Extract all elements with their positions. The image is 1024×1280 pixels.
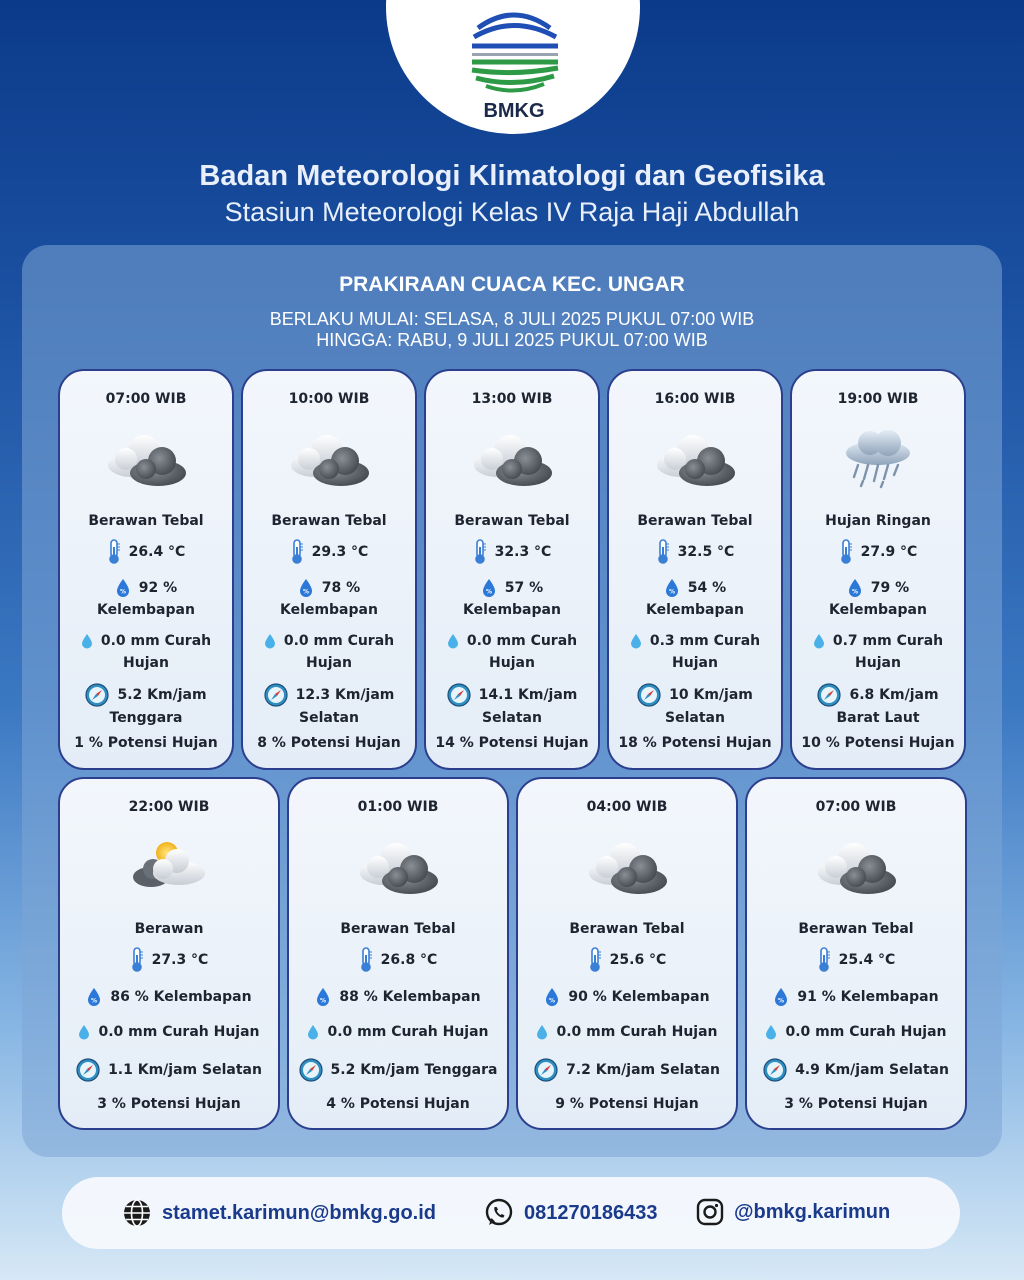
rainfall-row [798,630,958,674]
rain-drop-icon [307,1024,319,1040]
rainfall-label: Hujan [672,655,718,671]
rain-potential-text: 3 % Potensi Hujan [97,1096,241,1112]
rain-potential-text: 4 % Potensi Hujan [326,1096,470,1112]
rain-potential [295,1096,501,1112]
wind-row [295,1058,501,1082]
weather-condition: Berawan Tebal [340,921,456,937]
temperature-row [615,539,775,565]
temperature-value: 32.3 °C [494,544,552,560]
weather-condition: Berawan Tebal [569,921,685,937]
rain-potential-text: 8 % Potensi Hujan [257,735,401,751]
wind-value: 7.2 Km/jam Selatan [566,1062,720,1078]
forecast-time: 04:00 WIB [586,799,668,815]
humidity-value: 79 % [870,580,910,596]
forecast-time: 13:00 WIB [471,391,553,407]
svg-text:%: % [119,588,126,596]
compass-icon [76,1058,100,1082]
thermometer-icon [107,539,121,565]
thermometer-icon [473,539,487,565]
humidity-value: 91 % Kelembapan [797,989,939,1005]
humidity-row [295,987,501,1007]
rain-drop-icon [813,633,825,649]
compass-icon [534,1058,558,1082]
svg-text:%: % [668,588,675,596]
wind-direction: Selatan [482,710,542,726]
whatsapp-icon [484,1198,514,1228]
compass-icon [299,1058,323,1082]
rainfall-row [249,630,409,674]
thermometer-icon [130,947,144,973]
rainfall-value: 0.7 mm Curah [832,633,944,649]
forecast-card [241,369,417,770]
wind-speed: 10 Km/jam [669,687,753,703]
partly-cloudy-icon [127,837,211,897]
rainfall-value: 0.0 mm Curah Hujan [556,1024,718,1040]
temperature-value: 25.4 °C [838,952,896,968]
forecast-time: 07:00 WIB [815,799,897,815]
humidity-row [753,987,959,1007]
temperature-row [432,539,592,565]
thermometer-icon [656,539,670,565]
rainfall-row [432,630,592,674]
forecast-title: PRAKIRAAN CUACA KEC. UNGAR [339,273,685,296]
rainfall-label: Hujan [489,655,535,671]
rainfall-row [66,630,226,674]
compass-icon [817,683,841,707]
forecast-card [58,369,234,770]
weather-condition: Hujan Ringan [825,513,931,529]
weather-condition: Berawan Tebal [637,513,753,529]
valid-until: HINGGA: RABU, 9 JULI 2025 PUKUL 07:00 WIB [316,330,708,350]
rainfall-row [66,1024,272,1040]
email-text: stamet.karimun@bmkg.go.id [162,1201,436,1224]
rainfall-row [295,1024,501,1040]
temperature-row [295,947,501,973]
rain-potential [615,735,775,751]
weather-condition: Berawan Tebal [798,921,914,937]
svg-text:%: % [485,588,492,596]
rain-potential [432,735,592,751]
temperature-value: 32.5 °C [677,544,735,560]
rain-drop-icon [264,633,276,649]
compass-icon [763,1058,787,1082]
temperature-value: 29.3 °C [311,544,369,560]
compass-icon [637,683,661,707]
wind-row [66,683,226,729]
rainfall-label: Hujan [123,655,169,671]
svg-text:%: % [549,997,556,1005]
rainfall-row [753,1024,959,1040]
footer-instagram[interactable] [696,1198,890,1226]
overcast-icon [356,837,440,897]
temperature-row [798,539,958,565]
thermometer-icon [839,539,853,565]
thermometer-icon [588,947,602,973]
thermometer-icon [817,947,831,973]
wind-speed: 12.3 Km/jam [295,687,395,703]
forecast-time: 16:00 WIB [654,391,736,407]
wind-row [432,683,592,729]
humidity-drop-icon [544,987,560,1007]
humidity-row [66,987,272,1007]
rain-drop-icon [765,1024,777,1040]
temperature-row [249,539,409,565]
humidity-drop-icon [664,578,680,598]
rainfall-value: 0.0 mm Curah Hujan [785,1024,947,1040]
rainfall-label: Hujan [855,655,901,671]
temperature-row [66,539,226,565]
wind-direction: Barat Laut [836,710,920,726]
rain-potential [66,735,226,751]
temperature-value: 27.3 °C [151,952,209,968]
weather-condition: Berawan [134,921,204,937]
forecast-card [790,369,966,770]
wind-row [249,683,409,729]
humidity-drop-icon [847,578,863,598]
humidity-drop-icon [298,578,314,598]
rain-drop-icon [81,633,93,649]
humidity-value: 57 % [504,580,544,596]
forecast-time: 01:00 WIB [357,799,439,815]
weather-condition: Berawan Tebal [271,513,387,529]
compass-icon [264,683,288,707]
logo-text: BMKG [483,100,545,122]
valid-from: BERLAKU MULAI: SELASA, 8 JULI 2025 PUKUL 07:00 WIB [269,309,755,329]
overcast-icon [653,429,737,489]
overcast-icon [470,429,554,489]
wind-row [798,683,958,729]
forecast-time: 19:00 WIB [837,391,919,407]
rainfall-value: 0.0 mm Curah Hujan [98,1024,260,1040]
humidity-label: Kelembapan [829,602,927,618]
svg-text:%: % [302,588,309,596]
wind-speed: 6.8 Km/jam [849,687,939,703]
bmkg-emblem-icon [464,4,564,100]
temperature-value: 26.8 °C [380,952,438,968]
forecast-card [745,777,967,1130]
wind-speed: 14.1 Km/jam [478,687,578,703]
rain-potential-text: 14 % Potensi Hujan [435,735,589,751]
temperature-value: 27.9 °C [860,544,918,560]
instagram-icon [696,1198,724,1226]
wind-row [615,683,775,729]
temperature-value: 25.6 °C [609,952,667,968]
overcast-icon [814,837,898,897]
humidity-drop-icon [86,987,102,1007]
rainfall-value: 0.0 mm Curah [283,633,395,649]
forecast-card [287,777,509,1130]
phone-text: 081270186433 [524,1201,658,1224]
station-name: Stasiun Meteorologi Kelas IV Raja Haji Abdullah [224,197,800,227]
rainfall-value: 0.0 mm Curah Hujan [327,1024,489,1040]
rainfall-value: 0.0 mm Curah [466,633,578,649]
svg-text:%: % [778,997,785,1005]
globe-icon [122,1198,152,1228]
weather-condition: Berawan Tebal [454,513,570,529]
rain-drop-icon [78,1024,90,1040]
wind-value: 1.1 Km/jam Selatan [108,1062,262,1078]
temperature-value: 26.4 °C [128,544,186,560]
rain-drop-icon [630,633,642,649]
rain-drop-icon [447,633,459,649]
wind-speed: 5.2 Km/jam [117,687,207,703]
svg-text:%: % [851,588,858,596]
compass-icon [447,683,471,707]
rainfall-row [615,630,775,674]
forecast-card [516,777,738,1130]
humidity-label: Kelembapan [97,602,195,618]
forecast-time: 07:00 WIB [105,391,187,407]
forecast-time: 22:00 WIB [128,799,210,815]
temperature-row [524,947,730,973]
humidity-row [249,577,409,621]
wind-value: 4.9 Km/jam Selatan [795,1062,949,1078]
svg-text:%: % [320,997,327,1005]
footer-email[interactable] [122,1198,436,1228]
thermometer-icon [290,539,304,565]
forecast-card [607,369,783,770]
rain-potential-text: 1 % Potensi Hujan [74,735,218,751]
overcast-icon [104,429,188,489]
temperature-row [753,947,959,973]
humidity-label: Kelembapan [280,602,378,618]
thermometer-icon [359,947,373,973]
wind-direction: Tenggara [109,710,183,726]
rain-potential [753,1096,959,1112]
forecast-time: 10:00 WIB [288,391,370,407]
rain-potential [66,1096,272,1112]
compass-icon [85,683,109,707]
wind-direction: Selatan [665,710,725,726]
humidity-value: 54 % [687,580,727,596]
rain-potential-text: 10 % Potensi Hujan [801,735,955,751]
rainfall-value: 0.3 mm Curah [649,633,761,649]
humidity-value: 92 % [138,580,178,596]
rain-drop-icon [536,1024,548,1040]
humidity-row [615,577,775,621]
wind-row [66,1058,272,1082]
humidity-drop-icon [115,578,131,598]
humidity-row [432,577,592,621]
humidity-value: 86 % Kelembapan [110,989,252,1005]
bmkg-logo [464,4,564,130]
rain-potential [524,1096,730,1112]
rain-potential-text: 3 % Potensi Hujan [784,1096,928,1112]
wind-row [753,1058,959,1082]
rainfall-value: 0.0 mm Curah [100,633,212,649]
rainfall-row [524,1024,730,1040]
overcast-icon [585,837,669,897]
wind-row [524,1058,730,1082]
agency-title: Badan Meteorologi Klimatologi dan Geofisika [199,160,825,192]
temperature-row [66,947,272,973]
humidity-value: 90 % Kelembapan [568,989,710,1005]
rainfall-label: Hujan [306,655,352,671]
humidity-value: 78 % [321,580,361,596]
humidity-row [798,577,958,621]
rain-potential [798,735,958,751]
forecast-card [424,369,600,770]
humidity-row [66,577,226,621]
humidity-row [524,987,730,1007]
overcast-icon [287,429,371,489]
humidity-drop-icon [315,987,331,1007]
humidity-label: Kelembapan [463,602,561,618]
rain-potential-text: 18 % Potensi Hujan [618,735,772,751]
humidity-drop-icon [773,987,789,1007]
footer-phone[interactable] [484,1198,657,1228]
weather-condition: Berawan Tebal [88,513,204,529]
humidity-value: 88 % Kelembapan [339,989,481,1005]
wind-value: 5.2 Km/jam Tenggara [330,1062,498,1078]
wind-direction: Selatan [299,710,359,726]
humidity-label: Kelembapan [646,602,744,618]
humidity-drop-icon [481,578,497,598]
rain-potential-text: 9 % Potensi Hujan [555,1096,699,1112]
instagram-text: @bmkg.karimun [734,1200,891,1223]
light-rain-icon [836,429,920,489]
svg-text:%: % [91,997,98,1005]
rain-potential [249,735,409,751]
forecast-card [58,777,280,1130]
forecast-validity [0,309,1024,351]
